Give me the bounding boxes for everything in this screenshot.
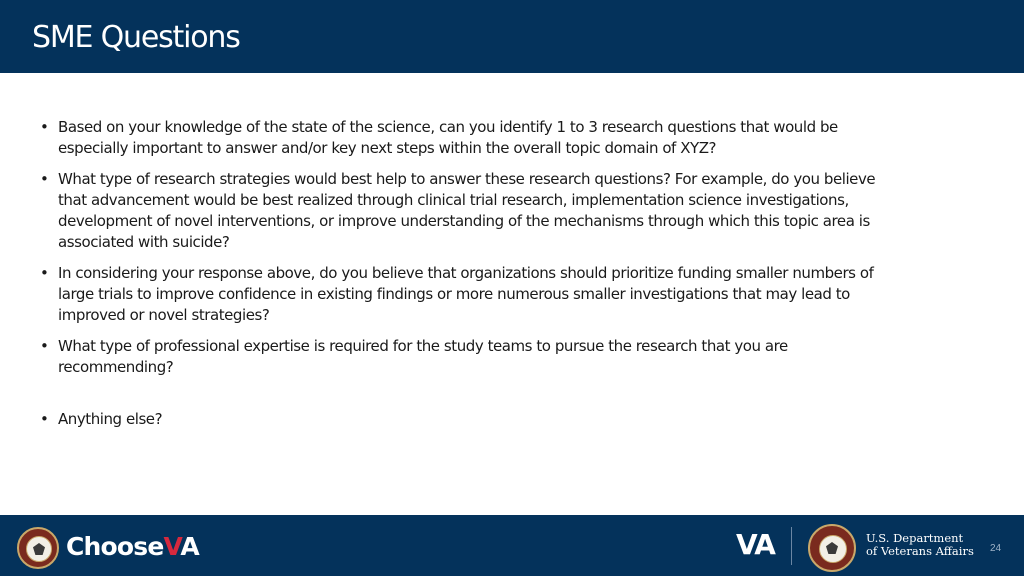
page-number: 24 xyxy=(990,543,1002,554)
bullet-text: Anything else? xyxy=(58,410,163,428)
bullet-text: Based on your knowledge of the state of the science, can you identify 1 to 3 research questions that would be especially important to answer and/or key next steps within the overall topic domain of XYZ? xyxy=(58,118,838,157)
bullet-marker: • xyxy=(40,264,49,282)
bullet-text: What type of professional expertise is required for the study teams to pursue the research that you are recommending? xyxy=(58,337,788,376)
list-item xyxy=(40,263,900,326)
bullet-marker: • xyxy=(40,118,49,136)
eagle-icon xyxy=(819,535,847,563)
choose-v-text: V xyxy=(163,532,181,561)
department-name xyxy=(866,532,974,558)
bullet-list xyxy=(40,117,900,440)
list-item xyxy=(40,409,900,430)
bullet-marker: • xyxy=(40,170,49,188)
department-line-1: U.S. Department xyxy=(866,531,964,545)
va-seal-icon xyxy=(808,524,856,572)
department-line-2: of Veterans Affairs xyxy=(866,544,974,558)
bullet-marker: • xyxy=(40,410,49,428)
choose-va-logo xyxy=(66,531,199,563)
page-title: SME Questions xyxy=(32,20,240,55)
eagle-icon xyxy=(26,536,52,562)
choose-a-text: A xyxy=(180,532,199,561)
list-item xyxy=(40,336,900,378)
header-bar xyxy=(0,0,1024,73)
list-item xyxy=(40,169,900,253)
va-seal-icon xyxy=(17,527,59,569)
footer-divider xyxy=(791,527,792,565)
list-item xyxy=(40,117,900,159)
va-logo: VA xyxy=(736,528,775,561)
choose-text: Choose xyxy=(66,532,164,561)
bullet-text: In considering your response above, do you believe that organizations should prioritize funding smaller numbers of large trials to improve confidence in existing findings or more numerous smaller investigations that may lead to improved or novel strategies? xyxy=(58,264,874,324)
bullet-marker: • xyxy=(40,337,49,355)
bullet-text: What type of research strategies would best help to answer these research questions? For example, do you believe that advancement would be best realized through clinical trial research, implementation science investigations, development of novel interventions, or improve understanding of the mechanisms through which this topic area is associated with suicide? xyxy=(58,170,876,251)
